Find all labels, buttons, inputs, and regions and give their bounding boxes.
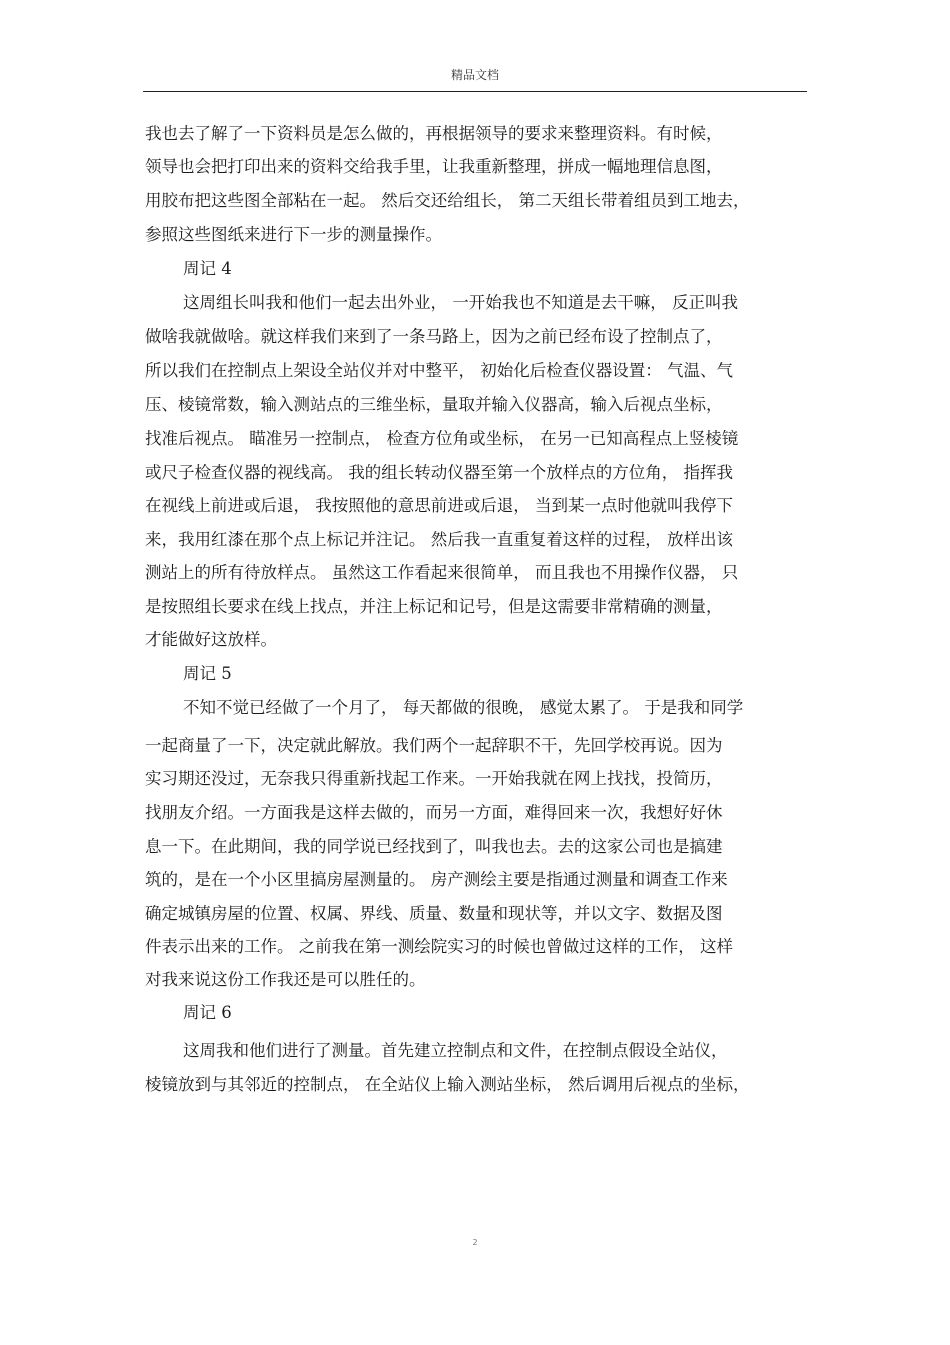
body-line: 确定城镇房屋的位置、权属、界线、质量、数量和现状等，并以文字、数据及图 (145, 904, 723, 923)
body-line: 实习期还没过，无奈我只得重新找起工作来。一开始我就在网上找找，投简历， (145, 769, 723, 788)
body-line: 筑的，是在一个小区里搞房屋测量的。 房产测绘主要是指通过测量和调查工作来 (145, 870, 728, 889)
body-line: 所以我们在控制点上架设全站仪并对中整平， 初始化后检查仪器设置： 气温、气 (145, 361, 733, 380)
body-line: 我也去了解了一下资料员是怎么做的，再根据领导的要求来整理资料。有时候， (145, 124, 723, 143)
body-line: 找准后视点。 瞄准另一控制点， 检查方位角或坐标， 在另一已知高程点上竖棱镜 (145, 429, 739, 448)
body-line: 测站上的所有待放样点。 虽然这工作看起来很简单， 而且我也不用操作仪器， 只 (145, 563, 739, 582)
body-line: 找朋友介绍。一方面我是这样去做的，而另一方面，难得回来一次，我想好好休 (145, 803, 723, 822)
body-line: 或尺子检查仪器的视线高。 我的组长转动仪器至第一个放样点的方位角， 指挥我 (145, 463, 733, 482)
body-line: 一起商量了一下，决定就此解放。我们两个一起辞职不干，先回学校再说。因为 (145, 736, 723, 755)
body-line: 这周组长叫我和他们一起去出外业， 一开始我也不知道是去干嘛， 反正叫我 (183, 293, 738, 312)
body-line: 压、棱镜常数，输入测站点的三维坐标，量取并输入仪器高，输入后视点坐标， (145, 395, 723, 414)
body-line: 不知不觉已经做了一个月了， 每天都做的很晚， 感觉太累了。 于是我和同学 (183, 698, 744, 717)
section-heading-week-5: 周记 5 (183, 664, 232, 683)
body-line: 在视线上前进或后退， 我按照他的意思前进或后退， 当到某一点时他就叫我停下 (145, 496, 733, 515)
body-line: 息一下。在此期间，我的同学说已经找到了，叫我也去。去的这家公司也是搞建 (145, 837, 723, 856)
body-line: 这周我和他们进行了测量。首先建立控制点和文件，在控制点假设全站仪， (183, 1041, 728, 1060)
page-number: 2 (472, 1238, 478, 1247)
body-line: 来，我用红漆在那个点上标记并注记。 然后我一直重复着这样的过程， 放样出该 (145, 530, 733, 549)
body-line: 领导也会把打印出来的资料交给我手里，让我重新整理，拼成一幅地理信息图， (145, 157, 723, 176)
body-line: 件表示出来的工作。 之前我在第一测绘院实习的时候也曾做过这样的工作， 这样 (145, 937, 733, 956)
body-line: 才能做好这放样。 (145, 630, 277, 649)
section-heading-week-6: 周记 6 (183, 1003, 232, 1022)
body-line: 参照这些图纸来进行下一步的测量操作。 (145, 225, 442, 244)
body-line: 棱镜放到与其邻近的控制点， 在全站仪上输入测站坐标， 然后调用后视点的坐标， (145, 1075, 750, 1094)
body-line: 用胶布把这些图全部粘在一起。 然后交还给组长， 第二天组长带着组员到工地去， (145, 191, 750, 210)
header-divider (143, 91, 807, 92)
body-line: 对我来说这份工作我还是可以胜任的。 (145, 970, 426, 989)
page-header-title: 精品文档 (450, 68, 499, 82)
section-heading-week-4: 周记 4 (183, 259, 232, 278)
body-line: 做啥我就做啥。就这样我们来到了一条马路上，因为之前已经布设了控制点了， (145, 327, 723, 346)
body-line: 是按照组长要求在线上找点，并注上标记和记号，但是这需要非常精确的测量， (145, 597, 723, 616)
